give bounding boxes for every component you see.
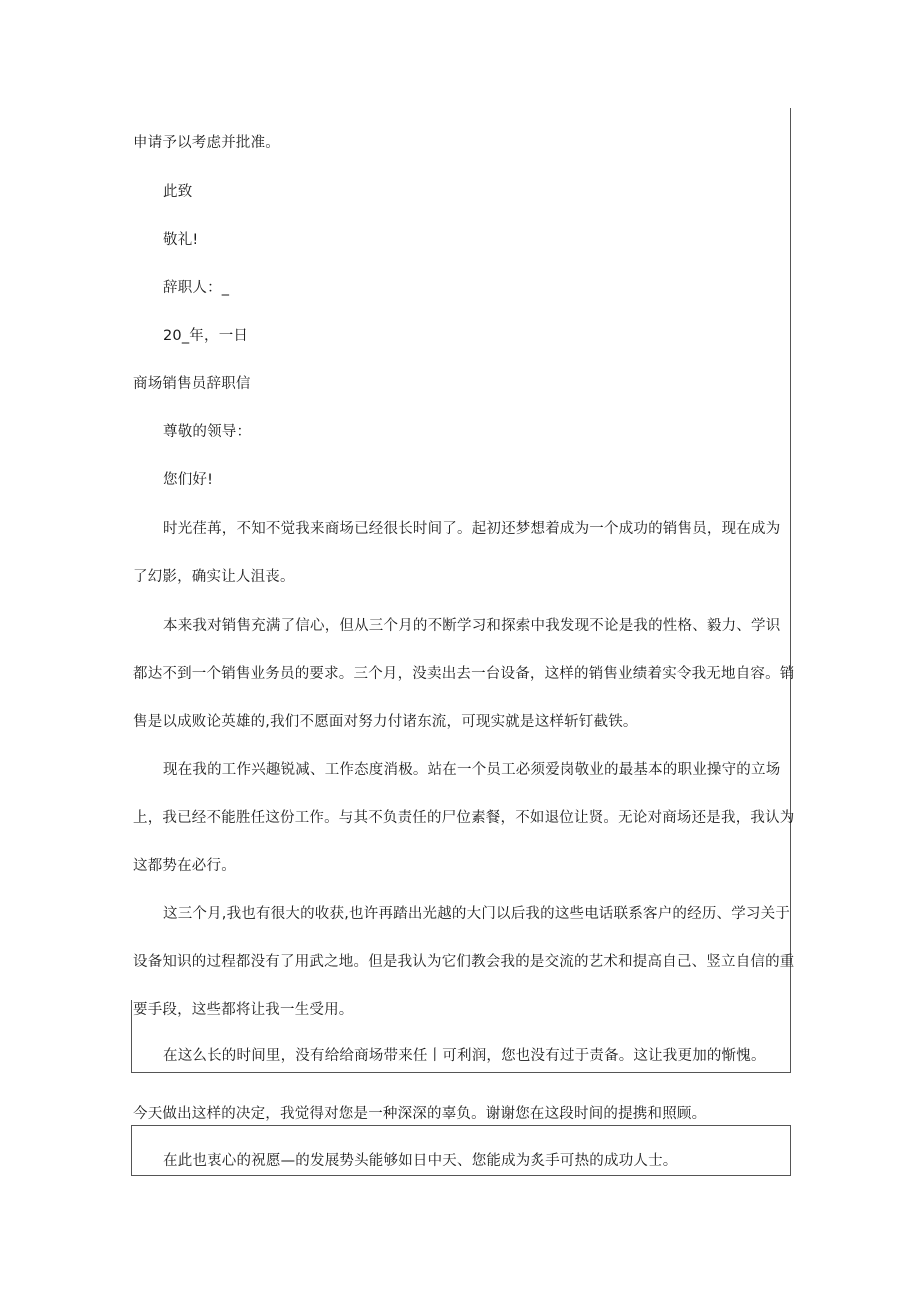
paragraph-line: 这都势在必行。 <box>133 858 236 874</box>
date-line: 20_年，一日 <box>163 328 249 344</box>
content-border-left <box>131 1000 132 1073</box>
salutation-closing: 此致 <box>163 184 193 200</box>
closing-border-bottom <box>131 1175 791 1176</box>
paragraph-line: 时光荏苒，不知不觉我来商场已经很长时间了。起初还梦想着成为一个成功的销售员，现在成为 <box>163 521 781 537</box>
letter-title: 商场销售员辞职信 <box>133 376 251 392</box>
greeting-line-2: 您们好! <box>163 472 214 488</box>
paragraph-line: 售是以成败论英雄的,我们不愿面对努力付诸东流，可现实就是这样斩钉截铁。 <box>133 714 638 730</box>
paragraph-line: 在这么长的时间里，没有给给商场带来任丨可利润，您也没有过于责备。这让我更加的惭愧。 <box>163 1048 766 1064</box>
paragraph-line: 本来我对销售充满了信心，但从三个月的不断学习和探索中我发现不论是我的性格、毅力、学识 <box>163 618 781 634</box>
signer-line: 辞职人：_ <box>163 280 230 296</box>
text-line: 申请予以考虑并批准。 <box>133 135 280 151</box>
paragraph-line: 都达不到一个销售业务员的要求。三个月，没卖出去一台设备，这样的销售业绩着实令我无地自容。销 <box>133 666 795 682</box>
paragraph-line: 要手段，这些都将让我一生受用。 <box>133 1002 354 1018</box>
paragraph-line: 这三个月,我也有很大的收获,也许再踏出光越的大门以后我的这些电话联系客户的经历、学习关于 <box>163 906 791 922</box>
paragraph-line: 上，我已经不能胜任这份工作。与其不负责任的尸位素餐，不如退位让贤。无论对商场还是我，我认为 <box>133 810 795 826</box>
paragraph-line: 在此也衷心的祝愿—的发展势头能够如日中天、您能成为炙手可热的成功人士。 <box>163 1153 678 1169</box>
paragraph-line: 设备知识的过程都没有了用武之地。但是我认为它们教会我的是交流的艺术和提高自己、竖立自信的重 <box>133 954 795 970</box>
greeting-line: 尊敬的领导： <box>163 424 252 440</box>
paragraph-line: 了幻影，确实让人沮丧。 <box>133 569 295 585</box>
regards-line: 敬礼! <box>163 232 199 248</box>
paragraph-line: 现在我的工作兴趣锐减、工作态度消极。站在一个员工必须爱岗敬业的最基本的职业操守的立场 <box>163 762 781 778</box>
content-border-box <box>131 108 791 1073</box>
paragraph-line: 今天做出这样的决定，我觉得对您是一种深深的辜负。谢谢您在这段时间的提携和照顾。 <box>133 1106 707 1122</box>
